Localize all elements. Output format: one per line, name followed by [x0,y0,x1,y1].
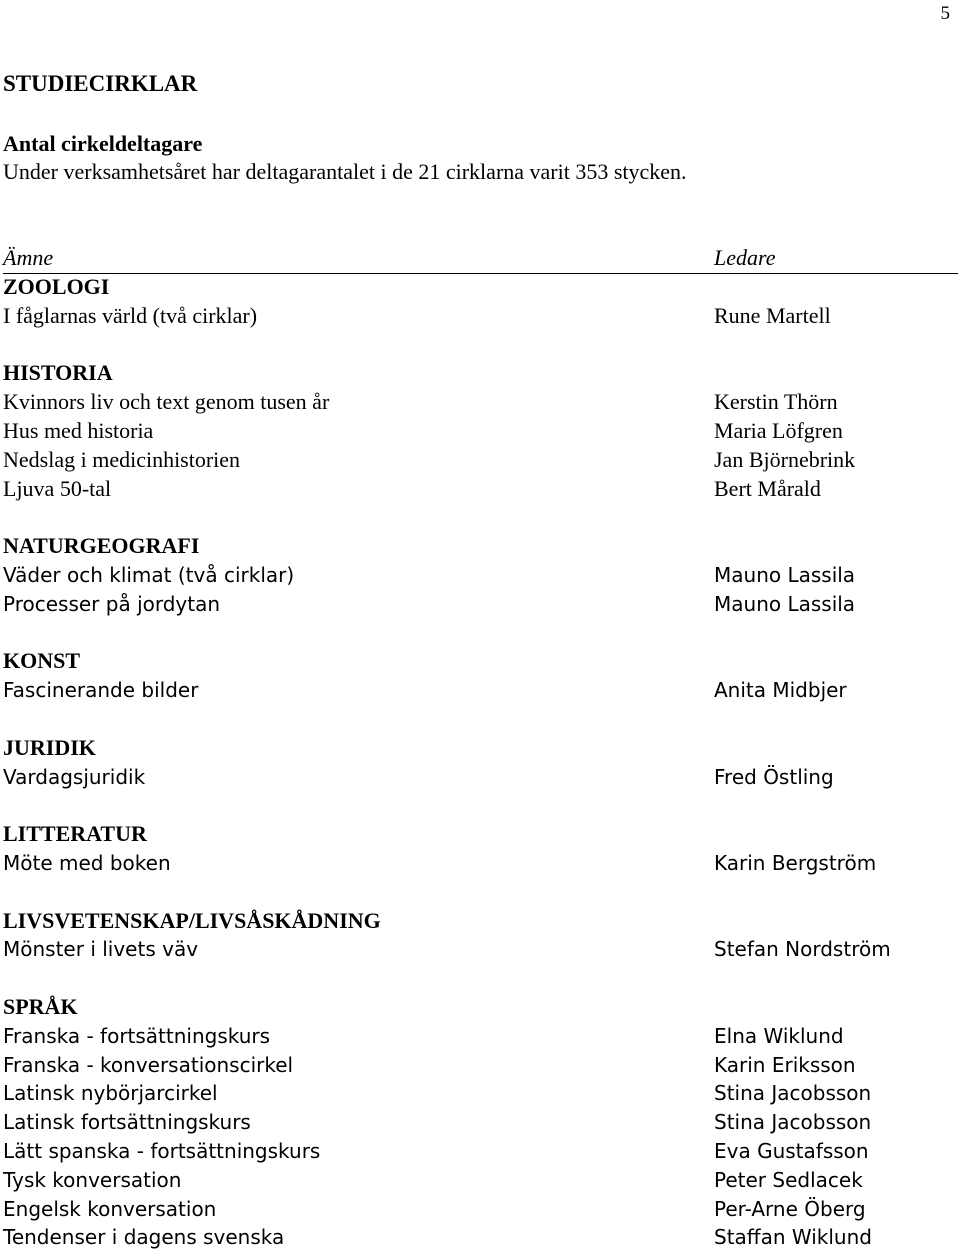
subject-cell: Väder och klimat (två cirklar) [3,562,295,587]
table-row [3,1195,958,1224]
table-row [3,1108,958,1137]
table-row [3,849,958,878]
table-row [3,676,958,705]
leader-cell: Rune Martell [714,302,831,328]
table-header [3,244,958,274]
subject-cell: Hus med historia [3,417,154,443]
category-heading: JURIDIK [3,734,96,760]
table-row [3,590,958,619]
section-spacer [3,964,958,993]
subject-cell: Lätt spanska - fortsättningskurs [3,1138,321,1163]
page-title: STUDIECIRKLAR [3,71,198,96]
subject-cell: Processer på jordytan [3,591,221,616]
circle-table [3,273,958,1252]
table-row [3,475,958,504]
leader-cell: Kerstin Thörn [714,389,838,415]
leader-cell: Stefan Nordström [714,937,891,962]
section-subtitle: Antal cirkeldeltagare [3,131,203,156]
category-row [3,734,958,763]
table-row [3,1022,958,1051]
subject-cell: Ljuva 50-tal [3,475,112,501]
leader-cell: Jan Björnebrink [714,446,856,472]
page-number: 5 [940,3,950,24]
leader-cell: Eva Gustafsson [714,1138,869,1163]
table-row [3,763,958,792]
column-header-leader: Ledare [714,245,776,270]
leader-cell: Karin Eriksson [714,1052,856,1077]
leader-cell: Elna Wiklund [714,1023,844,1048]
category-row [3,647,958,676]
subject-cell: Tendenser i dagens svenska [3,1225,285,1250]
subject-cell: Latinsk nybörjarcirkel [3,1081,218,1106]
leader-cell: Peter Sedlacek [714,1167,863,1192]
leader-cell: Mauno Lassila [714,562,856,587]
section-spacer [3,619,958,648]
subject-cell: Franska - konversationscirkel [3,1052,294,1077]
category-heading: LIVSVETENSKAP/LIVSÅSKÅDNING [3,907,381,933]
section-spacer [3,791,958,820]
subject-cell: Tysk konversation [3,1167,182,1192]
category-row [3,532,958,561]
subject-cell: Fascinerande bilder [3,678,199,703]
category-heading: KONST [3,648,81,674]
category-row [3,907,958,936]
category-row [3,359,958,388]
table-row [3,1079,958,1108]
category-heading: SPRÅK [3,993,78,1019]
intro-text: Under verksamhetsåret har deltagarantalet i de 21 cirklarna varit 353 stycken. [3,159,687,184]
leader-cell: Karin Bergström [714,850,877,875]
table-row [3,935,958,964]
category-row [3,993,958,1022]
table-row [3,1051,958,1080]
table-row [3,302,958,331]
category-heading: NATURGEOGRAFI [3,533,200,559]
leader-cell: Maria Löfgren [714,417,843,443]
category-heading: LITTERATUR [3,821,147,847]
category-heading: ZOOLOGI [3,274,110,299]
subject-cell: Kvinnors liv och text genom tusen år [3,389,330,415]
leader-cell: Bert Mårald [714,475,821,501]
subject-cell: Franska - fortsättningskurs [3,1023,271,1048]
subject-cell: I fåglarnas värld (två cirklar) [3,302,258,328]
leader-cell: Stina Jacobsson [714,1110,872,1135]
leader-cell: Stina Jacobsson [714,1081,872,1106]
leader-cell: Per-Arne Öberg [714,1196,866,1221]
subject-cell: Mönster i livets väv [3,937,199,962]
section-spacer [3,878,958,907]
category-row [3,273,958,302]
leader-cell: Staffan Wiklund [714,1225,872,1250]
leader-cell: Anita Midbjer [714,678,847,703]
table-row [3,1137,958,1166]
category-heading: HISTORIA [3,360,113,386]
section-spacer [3,503,958,532]
section-spacer [3,331,958,360]
subject-cell: Vardagsjuridik [3,764,146,789]
leader-cell: Mauno Lassila [714,591,856,616]
subject-cell: Möte med boken [3,850,171,875]
section-spacer [3,705,958,734]
table-row [3,417,958,446]
table-row [3,1223,958,1252]
table-row [3,388,958,417]
leader-cell: Fred Östling [714,764,834,789]
table-row [3,446,958,475]
subject-cell: Engelsk konversation [3,1196,217,1221]
table-row [3,561,958,590]
table-row [3,1166,958,1195]
subject-cell: Nedslag i medicinhistorien [3,446,241,472]
category-row [3,820,958,849]
subject-cell: Latinsk fortsättningskurs [3,1110,251,1135]
column-header-subject: Ämne [3,245,54,270]
